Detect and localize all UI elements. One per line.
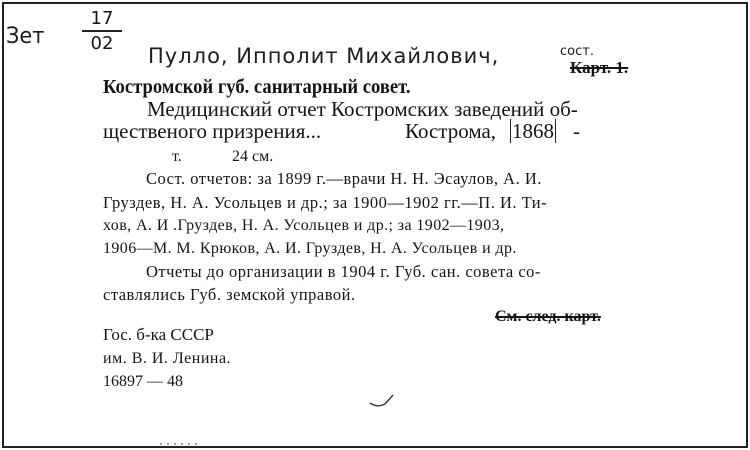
place: Кострома, (405, 119, 497, 143)
compiler-note: сост. (560, 44, 594, 59)
format-volume: т. (172, 148, 182, 165)
class-numerator: 17 (82, 8, 122, 32)
title-line-1: Медицинский отчет Костромских заведений об- (147, 97, 578, 121)
accession-number: 16897 — 48 (103, 373, 183, 390)
year-dash: - (573, 119, 580, 143)
note-line: ставлялись Губ. земской управой. (103, 285, 356, 304)
class-denominator: 02 (90, 33, 114, 54)
pencil-mark (369, 394, 395, 408)
note-line: хов, А. И .Груздев, Н. А. Усольцев и др.; за 1902—1903, (103, 217, 505, 234)
heading: Костромской губ. санитарный совет. (103, 76, 411, 98)
handwritten-code: Зет (6, 24, 45, 49)
note-line: Груздев, Н. А. Усольцев и др.; за 1900—1902 гг.—П. И. Ти- (103, 193, 548, 212)
card-number-text: Карт. 1. (570, 58, 629, 77)
library-name-2: им. В. И. Ленина. (103, 350, 232, 367)
card-number (570, 58, 628, 78)
title-line-2: щественого призрения... (103, 119, 322, 143)
note-line: Сост. отчетов: за 1899 г.—врачи Н. Н. Эсаулов, А. И. (146, 169, 542, 188)
see-next-card: См. след. карт. (495, 308, 601, 325)
year-value: 1868 (512, 119, 554, 143)
scan-speckles (160, 440, 360, 446)
library-name: Гос. б-ка СССР (103, 325, 214, 344)
author-handwritten: Пулло, Ипполит Михайлович, (148, 44, 500, 68)
year (510, 120, 556, 142)
format-size: 24 см. (232, 148, 274, 165)
note-line: Отчеты до организации в 1904 г. Губ. сан. совета со- (146, 262, 541, 281)
class-fraction (82, 8, 122, 56)
note-line: 1906—М. М. Крюков, А. И. Груздев, Н. А. Усольцев и др. (103, 240, 517, 257)
